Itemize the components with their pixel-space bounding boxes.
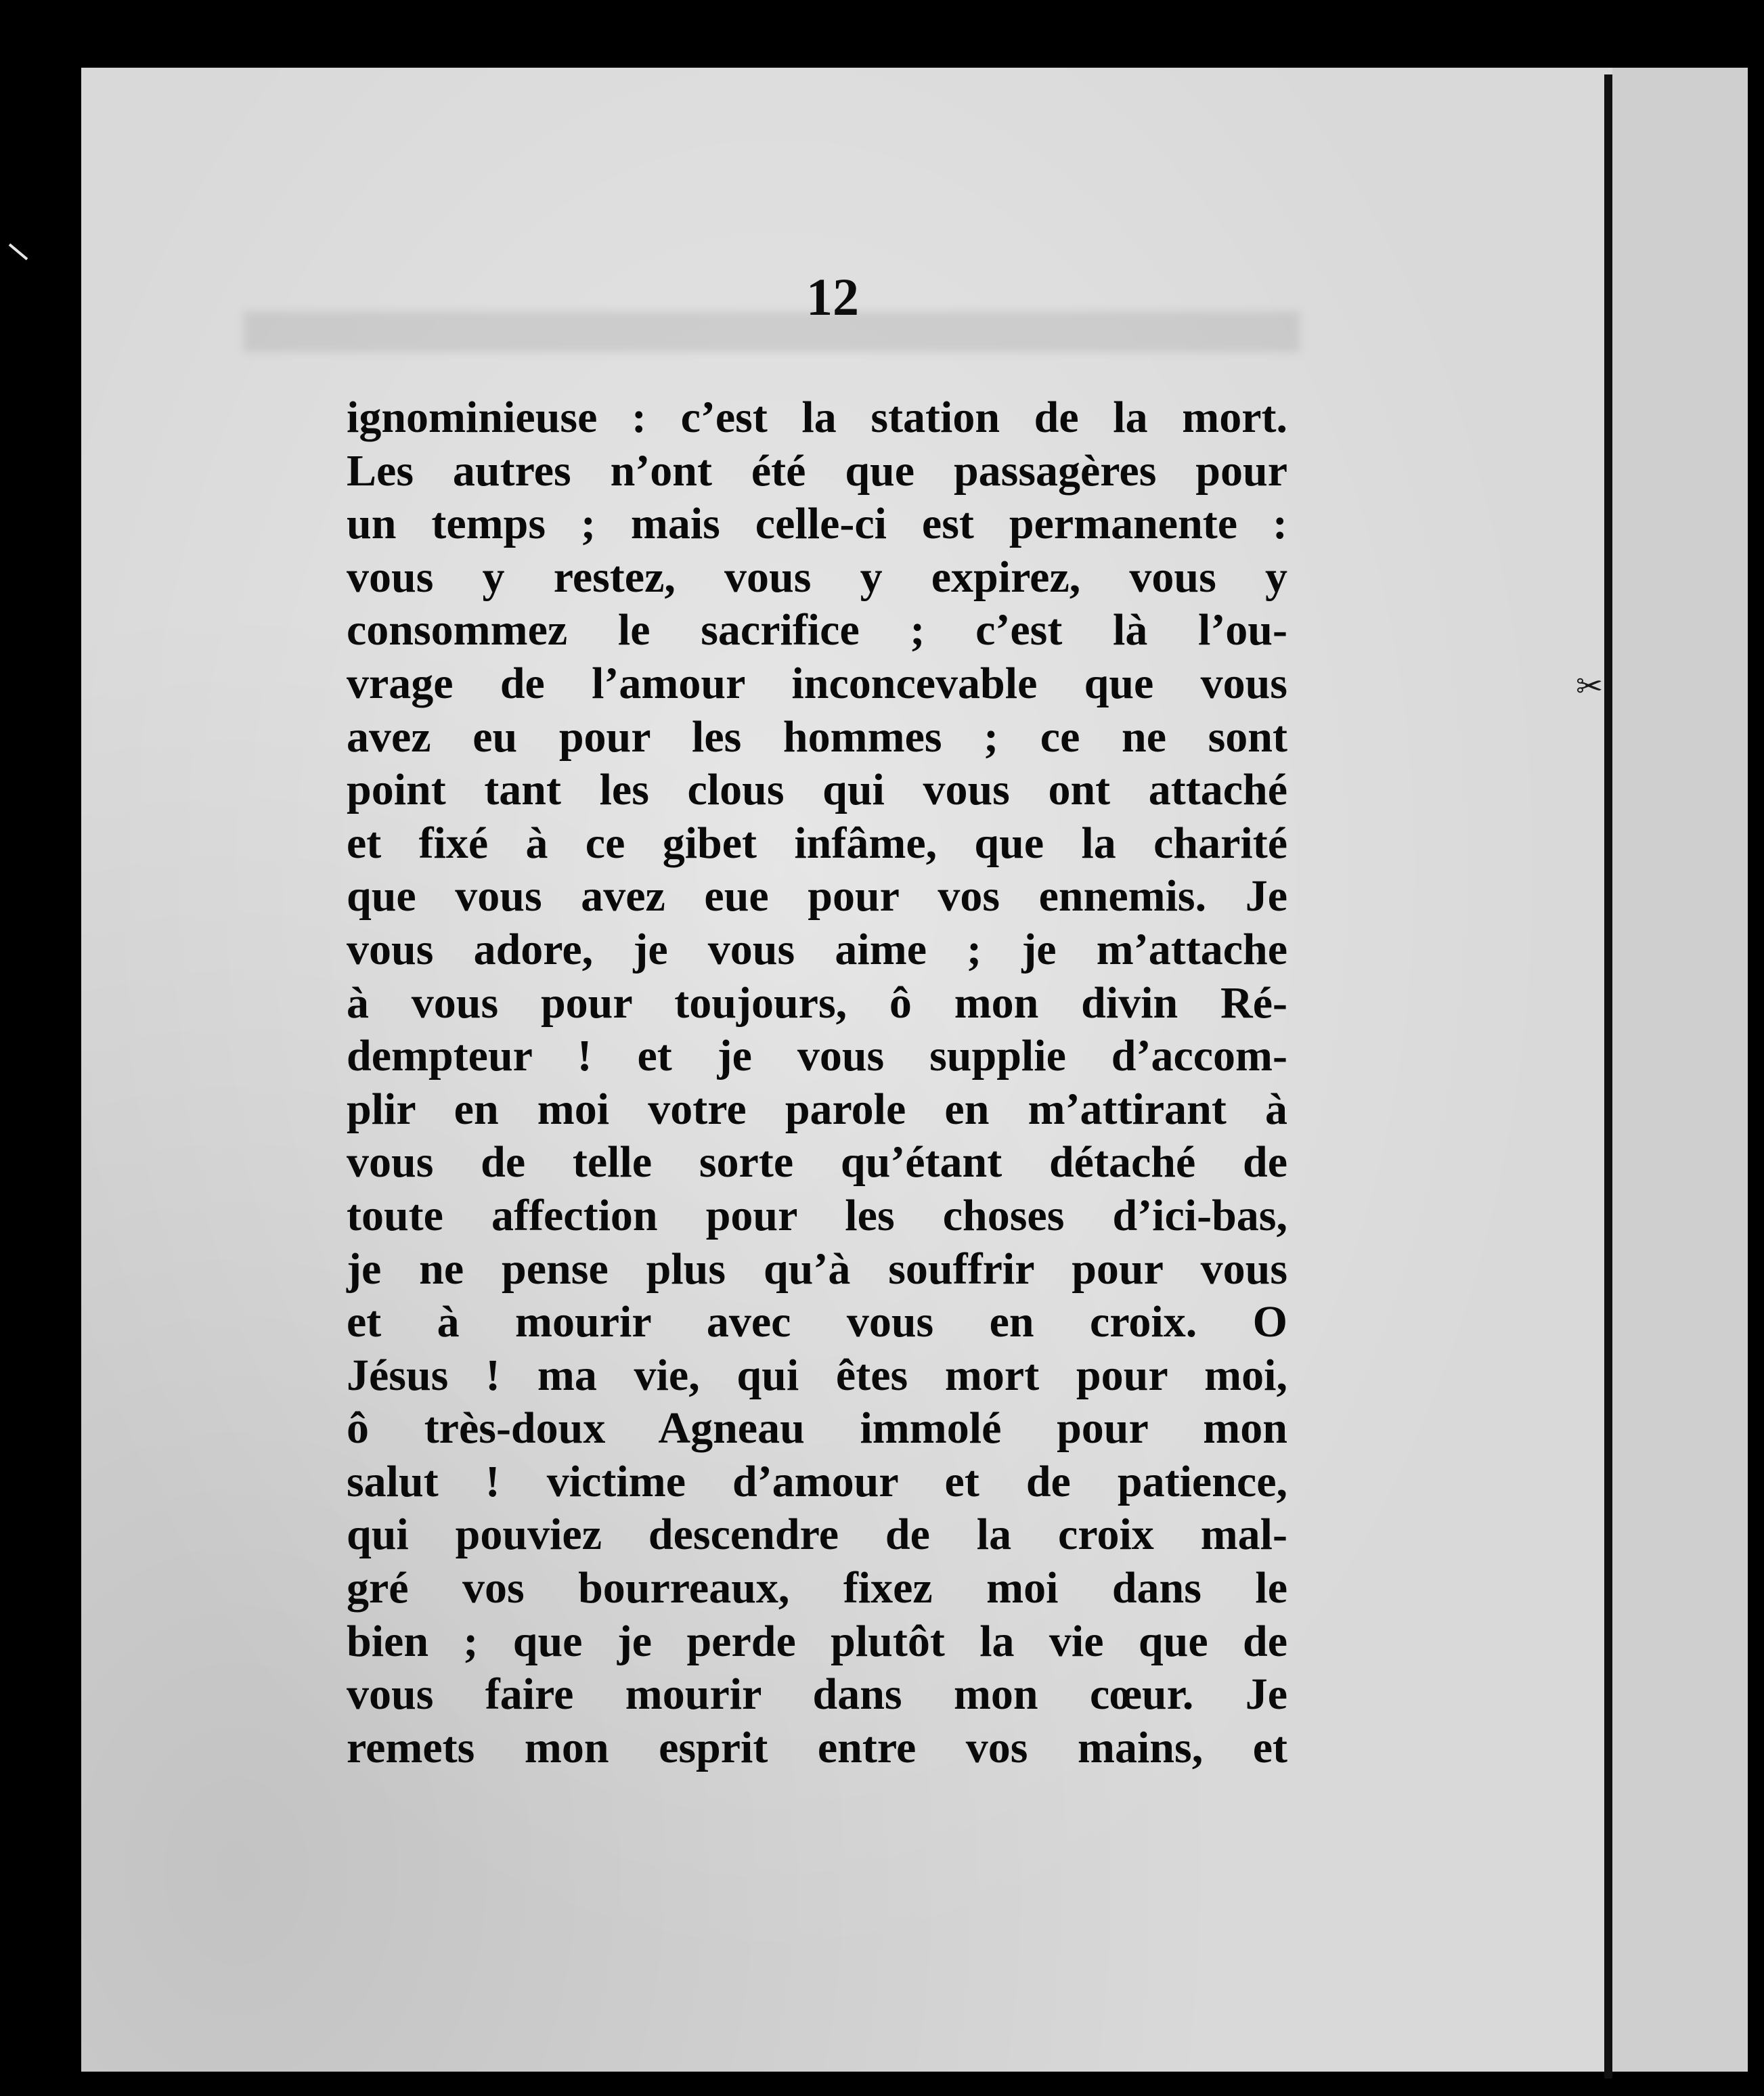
text-line: point tant les clous qui vous ont attaché bbox=[347, 765, 1287, 815]
text-line: vous faire mourir dans mon cœur. Je bbox=[347, 1669, 1287, 1720]
text-line: vous adore, je vous aime ; je m’attache bbox=[347, 924, 1287, 974]
text-line: un temps ; mais celle-ci est permanente : bbox=[347, 499, 1287, 549]
adjacent-page-edge bbox=[1612, 68, 1748, 2072]
text-line: et à mourir avec vous en croix. O bbox=[347, 1297, 1287, 1347]
binding-stitch-icon: ✂ bbox=[1576, 668, 1604, 705]
text-line: vous de telle sorte qu’étant détaché de bbox=[347, 1137, 1287, 1187]
text-line: gré vos bourreaux, fixez moi dans le bbox=[347, 1563, 1287, 1613]
text-line: consommez le sacrifice ; c’est là l’ou- bbox=[347, 605, 1287, 655]
text-line: Jésus ! ma vie, qui êtes mort pour moi, bbox=[347, 1350, 1287, 1400]
text-line: Les autres n’ont été que passagères pour bbox=[347, 445, 1287, 496]
text-line: bien ; que je perde plutôt la vie que de bbox=[347, 1616, 1287, 1666]
text-line: ignominieuse : c’est la station de la mort. bbox=[347, 393, 1287, 442]
text-line: vous y restez, vous y expirez, vous y bbox=[347, 552, 1287, 602]
text-line: et fixé à ce gibet infâme, que la charité bbox=[347, 818, 1287, 868]
text-line: ô très-doux Agneau immolé pour mon bbox=[347, 1403, 1287, 1454]
page-gutter-line bbox=[1604, 74, 1612, 2078]
text-line: qui pouviez descendre de la croix mal- bbox=[347, 1510, 1287, 1560]
text-line: avez eu pour les hommes ; ce ne sont bbox=[347, 712, 1287, 762]
text-line: plir en moi votre parole en m’attirant à bbox=[347, 1084, 1287, 1134]
page-number: 12 bbox=[806, 267, 859, 326]
scan-speck bbox=[9, 244, 28, 261]
text-line: remets mon esprit entre vos mains, et bbox=[347, 1722, 1287, 1772]
text-line: que vous avez eue pour vos ennemis. Je bbox=[347, 871, 1287, 921]
text-line: je ne pense plus qu’à souffrir pour vous bbox=[347, 1244, 1287, 1294]
text-line: salut ! victime d’amour et de patience, bbox=[347, 1456, 1287, 1506]
text-line: toute affection pour les choses d’ici-bas, bbox=[347, 1190, 1287, 1240]
text-line: dempteur ! et je vous supplie d’accom- bbox=[347, 1031, 1287, 1081]
show-through-shadow bbox=[244, 311, 1300, 352]
text-line: à vous pour toujours, ô mon divin Ré- bbox=[347, 978, 1287, 1028]
scan-border bbox=[1748, 0, 1764, 2096]
text-line: vrage de l’amour inconcevable que vous bbox=[347, 658, 1287, 708]
body-text bbox=[347, 391, 1287, 1774]
